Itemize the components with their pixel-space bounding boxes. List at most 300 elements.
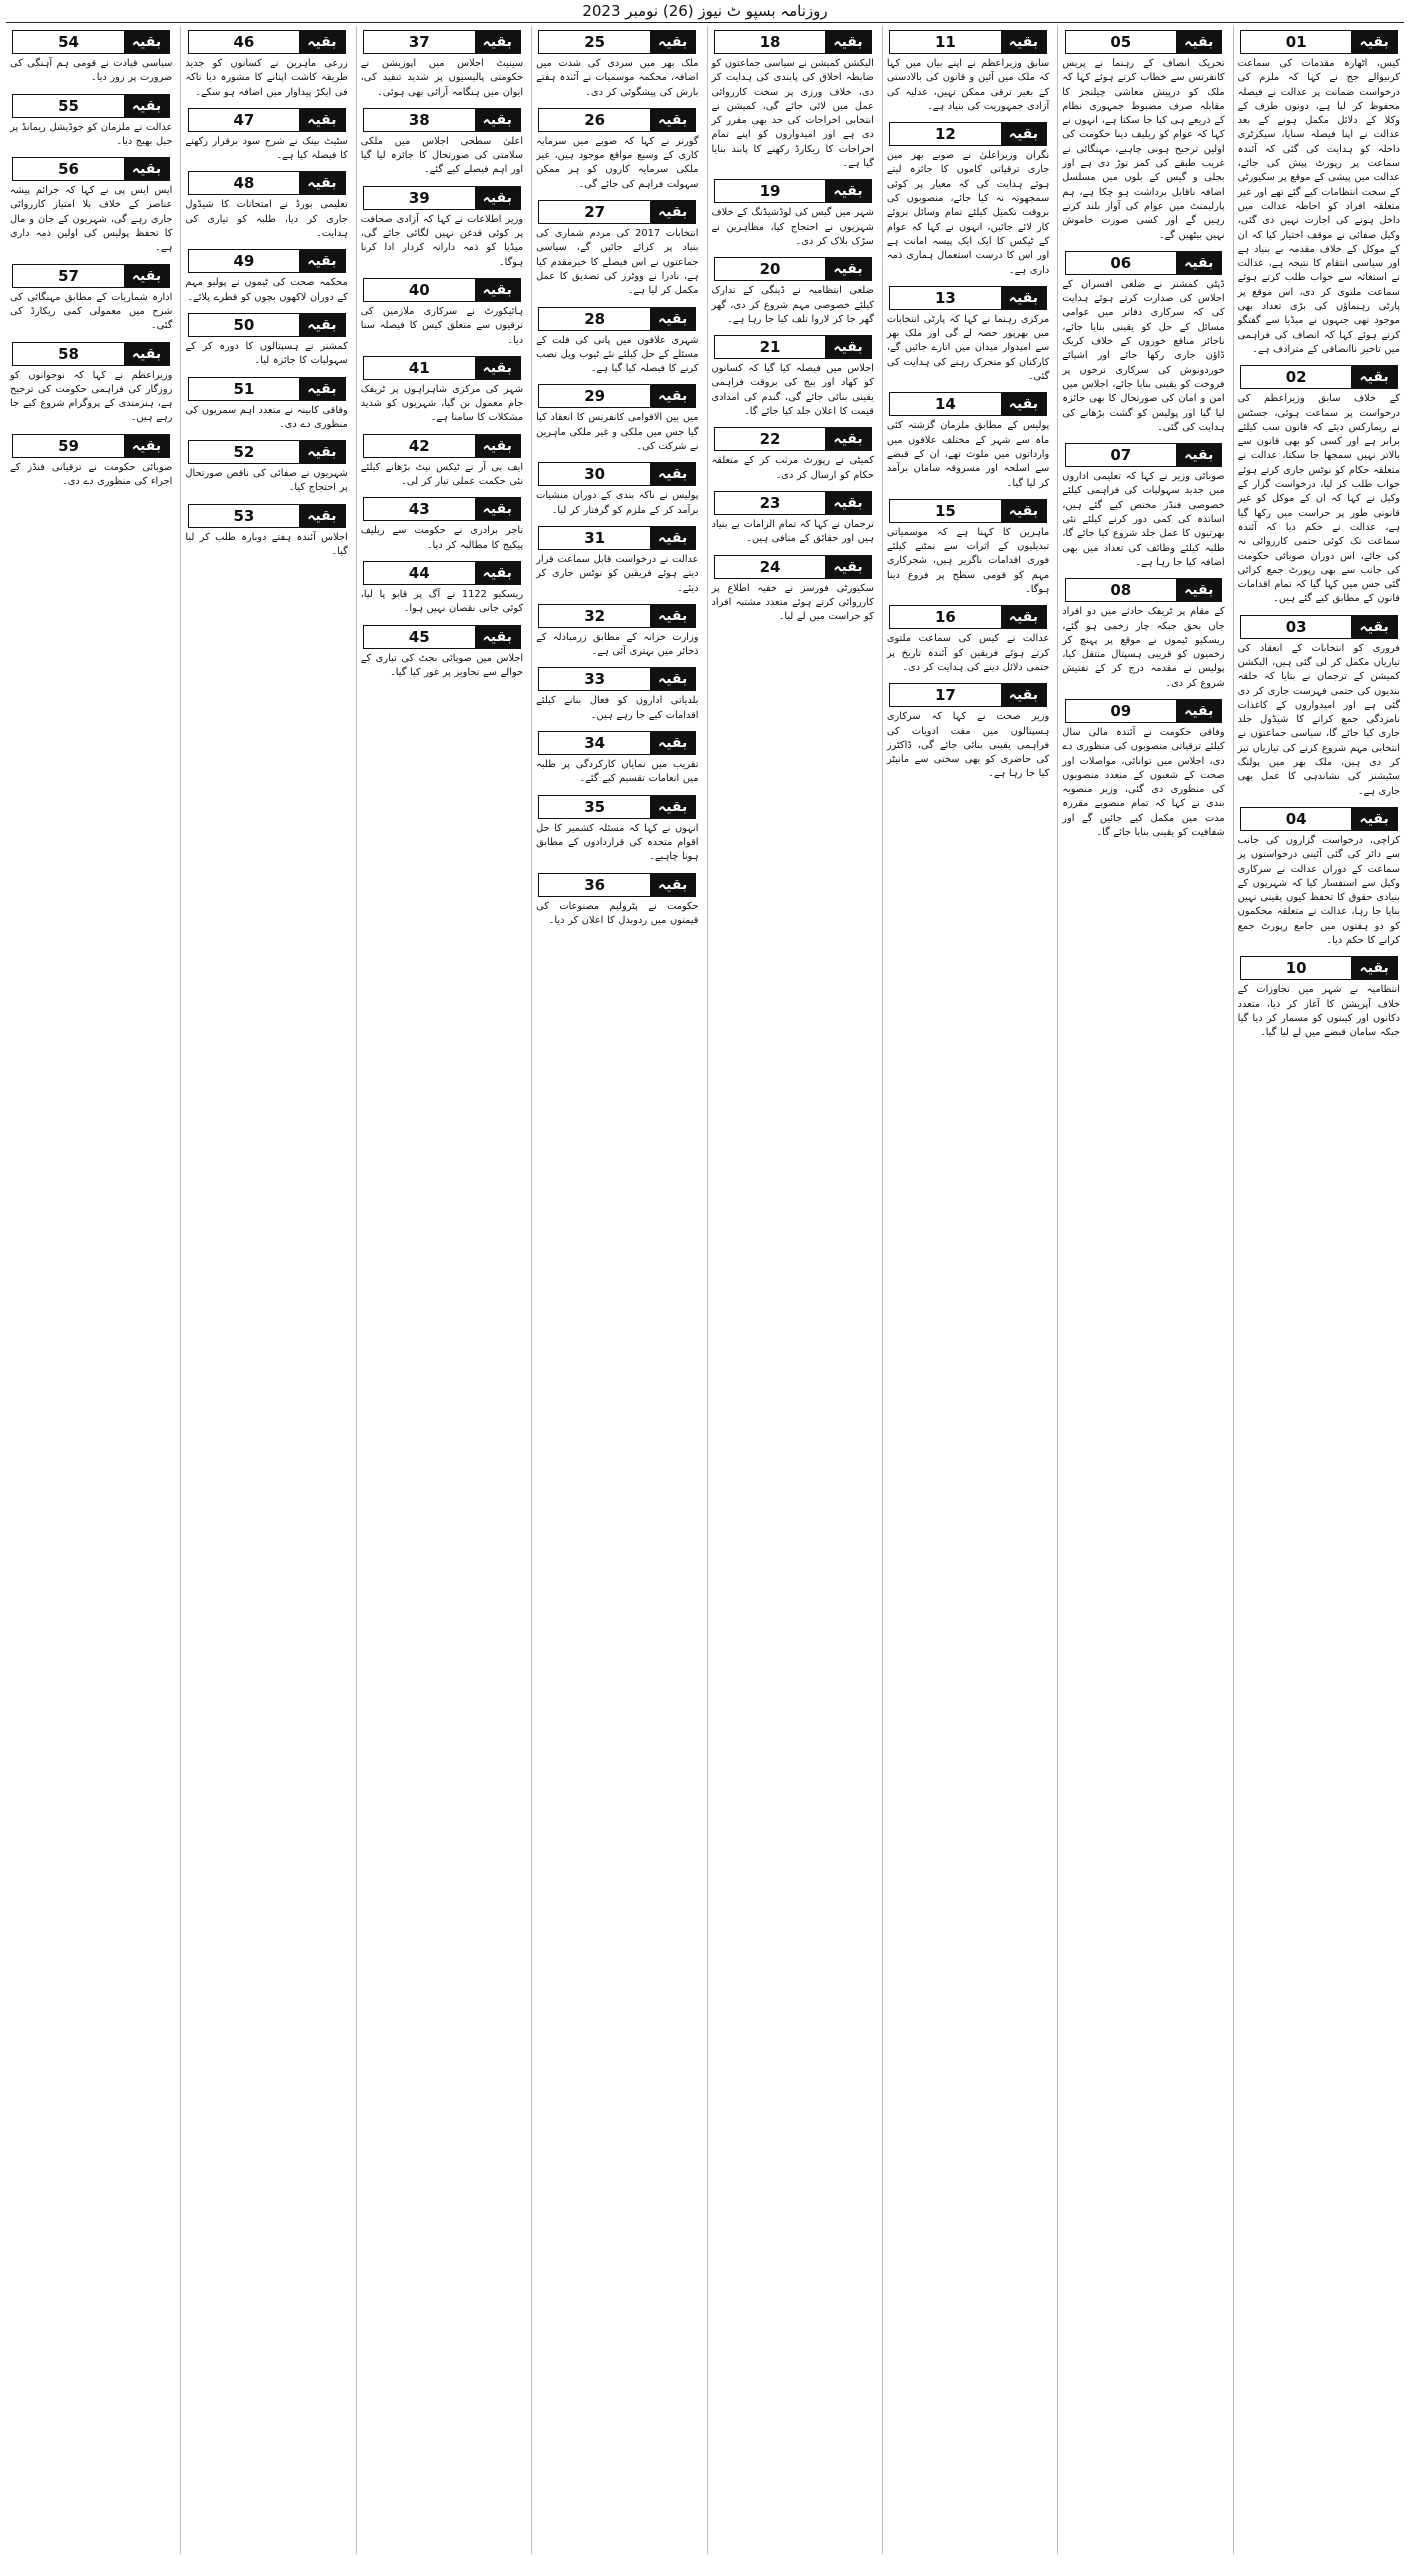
- continuation-text: عدالت نے کیس کی سماعت ملتوی کرتے ہوئے فریقین کو آئندہ تاریخ پر حتمی دلائل دینے کی ہدایت کر دی۔: [886, 633, 1050, 673]
- continuation-text: زرعی ماہرین نے کسانوں کو جدید طریقہ کاشت اپنانے کا مشورہ دیا تاکہ فی ایکڑ پیداوار میں اضافہ ہو سکے۔: [185, 58, 348, 98]
- continuation-block: [536, 795, 698, 865]
- continuation-tag: بقیہ: [1351, 808, 1396, 830]
- continuation-number: 19: [715, 180, 826, 202]
- continuation-tag: بقیہ: [1001, 123, 1046, 145]
- continuation-number: 01: [1241, 31, 1352, 53]
- continuation-number: 47: [189, 109, 300, 131]
- column-grid: [6, 26, 1404, 2554]
- continuation-tag: بقیہ: [825, 428, 870, 450]
- continuation-text: کراچی، درخواست گزاروں کی جانب سے دائر کی گئی آئینی درخواستوں پر سماعت کے دوران عدالت نے سرکاری وکیل سے استفسار کیا کہ شہریوں کے بنیادی حقوق کا تحفظ کیوں یقینی نہیں بنایا جا رہا، عدالت نے متعلقہ محکموں کو دو ہفتوں میں جامع رپورٹ جمع کرانے کا حکم دیا۔: [1237, 834, 1400, 947]
- continuation-label: [889, 499, 1047, 523]
- continuation-number: 44: [364, 562, 475, 584]
- continuation-tag: بقیہ: [1351, 366, 1396, 388]
- continuation-tag: بقیہ: [650, 201, 695, 223]
- continuation-text: الیکشن کمیشن نے سیاسی جماعتوں کو ضابطہ اخلاق کی پابندی کی ہدایت کر دی، خلاف ورزی پر سخت کارروائی عمل میں لائی جائے گی، کمیشن نے انتخابی اخراجات کی حد بھی مقرر کر دی ہے اور امیدواروں کو اپنے تمام اخراجات کا ریکارڈ رکھنے کا پابند بنایا گیا ہے۔: [711, 58, 874, 170]
- continuation-number: 27: [539, 201, 650, 223]
- continuation-text: ترجمان نے کہا کہ تمام الزامات بے بنیاد ہیں اور حقائق کے منافی ہیں۔: [711, 518, 874, 545]
- continuation-block: [10, 30, 172, 86]
- continuation-label: [538, 526, 696, 550]
- continuation-tag: بقیہ: [124, 343, 169, 365]
- continuation-text: صوبائی حکومت نے ترقیاتی فنڈز کے اجراء کی منظوری دے دی۔: [10, 461, 173, 488]
- continuation-tag: بقیہ: [1001, 287, 1046, 309]
- continuation-label: [1065, 30, 1223, 54]
- continuation-tag: بقیہ: [650, 527, 695, 549]
- continuation-number: 18: [715, 31, 826, 53]
- continuation-text: پولیس کے مطابق ملزمان گزشتہ کئی ماہ سے شہر کے مختلف علاقوں میں وارداتوں میں ملوث تھے، ان کے قبضے سے اسلحہ اور مسروقہ سامان برآمد کر لیا گیا۔: [886, 420, 1050, 489]
- continuation-number: 28: [539, 308, 650, 330]
- continuation-text: پولیس نے ناکہ بندی کے دوران منشیات برآمد کر کے ملزم کو گرفتار کر لیا۔: [536, 490, 699, 516]
- continuation-tag: بقیہ: [1351, 616, 1396, 638]
- continuation-block: [536, 200, 698, 298]
- continuation-text: شہریوں نے صفائی کی ناقص صورتحال پر احتجاج کیا۔: [185, 468, 348, 494]
- masthead-rule: [6, 22, 1404, 23]
- continuation-label: [188, 30, 346, 54]
- continuation-tag: بقیہ: [650, 31, 695, 53]
- continuation-block: [536, 731, 698, 787]
- continuation-text: اجلاس میں صوبائی بجٹ کی تیاری کے حوالے سے تجاویز پر غور کیا گیا۔: [360, 652, 524, 678]
- continuation-number: 38: [364, 109, 475, 131]
- continuation-block: [712, 335, 874, 419]
- continuation-number: 24: [715, 556, 826, 578]
- continuation-number: 39: [364, 187, 475, 209]
- continuation-text: تاجر برادری نے حکومت سے ریلیف پیکیج کا مطالبہ کر دیا۔: [360, 525, 524, 551]
- continuation-text: عدالت نے ملزمان کو جوڈیشل ریمانڈ پر جیل بھیج دیا۔: [10, 121, 173, 147]
- continuation-block: [536, 307, 698, 377]
- continuation-text: ایف بی آر نے ٹیکس نیٹ بڑھانے کیلئے نئی حکمت عملی تیار کر لی۔: [360, 461, 524, 488]
- continuation-tag: بقیہ: [825, 336, 870, 358]
- continuation-label: [538, 873, 696, 897]
- continuation-number: 45: [364, 626, 475, 648]
- continuation-number: 09: [1066, 700, 1177, 722]
- continuation-number: 57: [13, 265, 124, 287]
- continuation-text: ایس ایس پی نے کہا کہ جرائم پیشہ عناصر کے خلاف بلا امتیاز کارروائی جاری رہے گی، شہریوں کے جان و مال کا تحفظ پولیس کی اولین ذمہ داری ہے۔: [10, 185, 173, 254]
- continuation-text: حکومت نے پٹرولیم مصنوعات کی قیمتوں میں ردوبدل کا اعلان کر دیا۔: [536, 900, 699, 926]
- continuation-number: 31: [539, 527, 650, 549]
- continuation-tag: بقیہ: [475, 109, 520, 131]
- continuation-label: [538, 731, 696, 755]
- continuation-label: [188, 171, 346, 195]
- continuation-number: 05: [1066, 31, 1177, 53]
- continuation-number: 21: [715, 336, 826, 358]
- continuation-tag: بقیہ: [650, 874, 695, 896]
- continuation-tag: بقیہ: [650, 605, 695, 627]
- continuation-text: شہری علاقوں میں پانی کی قلت کے مسئلے کے حل کیلئے نئے ٹیوب ویل نصب کرنے کا فیصلہ کیا گیا ہے۔: [536, 334, 699, 375]
- continuation-number: 37: [364, 31, 475, 53]
- masthead-dateline: روزنامہ بسپو ٹ نیوز (26) نومبر 2023: [582, 2, 828, 20]
- continuation-number: 06: [1066, 252, 1177, 274]
- continuation-tag: بقیہ: [299, 314, 344, 336]
- continuation-block: [887, 392, 1049, 490]
- continuation-text: مرکزی رہنما نے کہا کہ پارٹی انتخابات میں بھرپور حصہ لے گی اور ملک بھر سے امیدوار میدان میں اتارے جائیں گے، کارکنان کو متحرک رہنے کی ہدایت کی گئی۔: [886, 313, 1050, 383]
- continuation-tag: بقیہ: [1001, 31, 1046, 53]
- continuation-text: کمشنر نے ہسپتالوں کا دورہ کر کے سہولیات کا جائزہ لیا۔: [185, 340, 348, 367]
- continuation-number: 42: [364, 435, 475, 457]
- continuation-tag: بقیہ: [124, 95, 169, 117]
- continuation-text: انہوں نے کہا کہ مسئلہ کشمیر کا حل اقوام متحدہ کی قراردادوں کے مطابق ہونا چاہیے۔: [536, 822, 699, 863]
- continuation-block: [361, 278, 523, 348]
- continuation-text: انتظامیہ نے شہر میں تجاوزات کے خلاف آپریشن کا آغاز کر دیا، متعدد دکانوں اور کیبنوں کو مسمار کر دیا گیا جبکہ سامان قبضے میں لے لیا گیا۔: [1237, 984, 1400, 1039]
- continuation-label: [1240, 30, 1398, 54]
- continuation-tag: بقیہ: [299, 31, 344, 53]
- continuation-tag: بقیہ: [650, 732, 695, 754]
- continuation-block: [1062, 30, 1224, 243]
- continuation-block: [887, 286, 1049, 384]
- continuation-number: 32: [539, 605, 650, 627]
- column-2: [1057, 26, 1228, 2554]
- continuation-text: وزیر اطلاعات نے کہا کہ آزادی صحافت پر کوئی قدغن نہیں لگائی جائے گی، میڈیا کو ذمہ دارانہ کردار ادا کرنا ہوگا۔: [360, 213, 524, 268]
- continuation-block: [361, 561, 523, 617]
- continuation-block: [1062, 251, 1224, 435]
- continuation-number: 33: [539, 668, 650, 690]
- continuation-block: [712, 257, 874, 327]
- continuation-text: سٹیٹ بینک نے شرح سود برقرار رکھنے کا فیصلہ کیا ہے۔: [185, 135, 348, 162]
- continuation-block: [712, 179, 874, 249]
- continuation-label: [714, 427, 872, 451]
- continuation-number: 10: [1241, 957, 1352, 979]
- continuation-block: [887, 499, 1049, 597]
- continuation-text: گورنر نے کہا کہ صوبے میں سرمایہ کاری کے وسیع مواقع موجود ہیں، غیر ملکی سرمایہ کاروں کو ہر ممکن سہولت فراہم کی جائے گی۔: [536, 135, 699, 190]
- continuation-label: [538, 462, 696, 486]
- continuation-label: [363, 497, 521, 521]
- continuation-tag: بقیہ: [299, 250, 344, 272]
- column-8: [6, 26, 176, 2554]
- continuation-block: [1238, 365, 1400, 606]
- continuation-tag: بقیہ: [299, 172, 344, 194]
- continuation-label: [188, 249, 346, 273]
- continuation-number: 55: [13, 95, 124, 117]
- continuation-tag: بقیہ: [475, 357, 520, 379]
- continuation-label: [714, 257, 872, 281]
- continuation-text: میں بین الاقوامی کانفرنس کا انعقاد کیا گیا جس میں ملکی و غیر ملکی ماہرین نے شرکت کی۔: [536, 412, 699, 453]
- continuation-text: وفاقی حکومت نے آئندہ مالی سال کیلئے ترقیاتی منصوبوں کی منظوری دے دی، اجلاس میں توانائی، مواصلات اور صحت کے شعبوں کے متعدد منصوبوں کی منظوری دی گئی، وزیر منصوبہ بندی نے کہا کہ تمام منصوبے مقررہ مدت میں مکمل کیے جائیں گے اور شفافیت کو یقینی بنایا جائے گا۔: [1062, 726, 1225, 839]
- continuation-tag: بقیہ: [124, 435, 169, 457]
- continuation-block: [361, 108, 523, 178]
- continuation-number: 14: [890, 393, 1001, 415]
- continuation-text: ضلعی انتظامیہ نے ڈینگی کے تدارک کیلئے خصوصی مہم شروع کر دی، گھر گھر جا کر لاروا تلف کیا جا رہا ہے۔: [711, 285, 874, 325]
- continuation-block: [1062, 699, 1224, 840]
- continuation-block: [361, 497, 523, 553]
- continuation-block: [712, 555, 874, 625]
- continuation-number: 15: [890, 500, 1001, 522]
- continuation-number: 26: [539, 109, 650, 131]
- continuation-block: [1238, 807, 1400, 948]
- continuation-text: ڈپٹی کمشنر نے ضلعی افسران کے اجلاس کی صدارت کرتے ہوئے ہدایت کی کہ سرکاری دفاتر میں عوامی مسائل کے حل کو یقینی بنایا جائے، ناجائز منافع خوروں کے خلاف کریک ڈاؤن جاری رکھا جائے اور اشیائے خوردونوش کی سرکاری نرخوں پر فروخت کو یقینی بنایا جائے، اجلاس میں امن و امان کی صورتحال کا بھی جائزہ لیا گیا اور پولیس کو گشت بڑھانے کی ہدایت کی گئی۔: [1062, 278, 1225, 433]
- continuation-label: [889, 30, 1047, 54]
- continuation-block: [536, 667, 698, 723]
- continuation-tag: بقیہ: [1176, 444, 1221, 466]
- continuation-number: 52: [189, 441, 300, 463]
- continuation-text: ادارہ شماریات کے مطابق مہنگائی کی شرح میں معمولی کمی ریکارڈ کی گئی۔: [10, 291, 173, 332]
- continuation-label: [538, 307, 696, 331]
- continuation-block: [887, 30, 1049, 114]
- continuation-text: شہر کی مرکزی شاہراہوں پر ٹریفک جام معمول بن گیا، شہریوں کو شدید مشکلات کا سامنا ہے۔: [360, 383, 524, 424]
- continuation-block: [185, 30, 347, 100]
- continuation-label: [12, 342, 170, 366]
- continuation-label: [714, 555, 872, 579]
- continuation-label: [12, 94, 170, 118]
- continuation-text: ملک بھر میں سردی کی شدت میں اضافہ، محکمہ موسمیات نے آئندہ ہفتے بارش کی پیشگوئی کر دی۔: [536, 58, 699, 98]
- continuation-block: [1062, 443, 1224, 570]
- continuation-number: 58: [13, 343, 124, 365]
- continuation-number: 17: [890, 684, 1001, 706]
- continuation-number: 13: [890, 287, 1001, 309]
- continuation-number: 02: [1241, 366, 1352, 388]
- continuation-block: [712, 491, 874, 547]
- continuation-label: [1065, 443, 1223, 467]
- continuation-block: [361, 434, 523, 490]
- continuation-block: [185, 440, 347, 496]
- continuation-block: [536, 526, 698, 596]
- continuation-label: [538, 667, 696, 691]
- continuation-label: [538, 604, 696, 628]
- continuation-text: وزیر صحت نے کہا کہ سرکاری ہسپتالوں میں مفت ادویات کی فراہمی یقینی بنائی جائے گی، ڈاکٹرز کی حاضری کو بھی سختی سے مانیٹر کیا جا رہا ہے۔: [886, 711, 1050, 780]
- continuation-text: بلدیاتی اداروں کو فعال بنانے کیلئے اقدامات کیے جا رہے ہیں۔: [536, 695, 699, 721]
- continuation-tag: بقیہ: [1176, 579, 1221, 601]
- continuation-tag: بقیہ: [299, 441, 344, 463]
- continuation-block: [887, 605, 1049, 675]
- continuation-number: 23: [715, 492, 826, 514]
- continuation-number: 41: [364, 357, 475, 379]
- continuation-label: [363, 186, 521, 210]
- continuation-tag: بقیہ: [650, 109, 695, 131]
- continuation-tag: بقیہ: [124, 265, 169, 287]
- continuation-number: 50: [189, 314, 300, 336]
- continuation-tag: بقیہ: [650, 668, 695, 690]
- continuation-label: [1240, 807, 1398, 831]
- continuation-number: 16: [890, 606, 1001, 628]
- continuation-tag: بقیہ: [650, 308, 695, 330]
- column-6: [356, 26, 527, 2554]
- continuation-block: [1062, 578, 1224, 691]
- continuation-number: 40: [364, 279, 475, 301]
- continuation-tag: بقیہ: [1351, 31, 1396, 53]
- continuation-label: [363, 356, 521, 380]
- column-4: [707, 26, 878, 2554]
- continuation-number: 22: [715, 428, 826, 450]
- continuation-tag: بقیہ: [825, 31, 870, 53]
- continuation-tag: بقیہ: [1001, 606, 1046, 628]
- continuation-tag: بقیہ: [475, 435, 520, 457]
- continuation-label: [538, 30, 696, 54]
- continuation-label: [12, 157, 170, 181]
- continuation-label: [363, 434, 521, 458]
- continuation-text: ہائیکورٹ نے سرکاری ملازمین کی ترقیوں سے متعلق کیس کا فیصلہ سنا دیا۔: [360, 305, 524, 346]
- continuation-label: [714, 179, 872, 203]
- continuation-block: [10, 157, 172, 255]
- continuation-number: 30: [539, 463, 650, 485]
- column-5: [531, 26, 702, 2554]
- continuation-block: [10, 94, 172, 150]
- continuation-block: [536, 873, 698, 929]
- continuation-tag: بقیہ: [475, 498, 520, 520]
- continuation-block: [536, 30, 698, 100]
- continuation-block: [887, 122, 1049, 278]
- continuation-label: [538, 795, 696, 819]
- continuation-tag: بقیہ: [650, 796, 695, 818]
- continuation-label: [363, 108, 521, 132]
- continuation-label: [1240, 956, 1398, 980]
- continuation-tag: بقیہ: [299, 505, 344, 527]
- continuation-label: [538, 384, 696, 408]
- continuation-number: 56: [13, 158, 124, 180]
- continuation-block: [1238, 956, 1400, 1040]
- continuation-tag: بقیہ: [650, 385, 695, 407]
- continuation-label: [12, 264, 170, 288]
- continuation-number: 43: [364, 498, 475, 520]
- continuation-block: [536, 108, 698, 192]
- continuation-number: 48: [189, 172, 300, 194]
- continuation-label: [363, 561, 521, 585]
- continuation-text: سابق وزیراعظم نے اپنے بیان میں کہا کہ ملک میں آئین و قانون کی بالادستی کے بغیر ترقی ممکن نہیں، عدلیہ کی آزادی جمہوریت کی بنیاد ہے۔: [886, 58, 1050, 112]
- continuation-number: 36: [539, 874, 650, 896]
- continuation-block: [185, 377, 347, 433]
- continuation-number: 12: [890, 123, 1001, 145]
- continuation-text: اجلاس آئندہ ہفتے دوبارہ طلب کر لیا گیا۔: [185, 531, 348, 558]
- continuation-block: [536, 604, 698, 660]
- continuation-label: [1240, 615, 1398, 639]
- continuation-text: عدالت نے درخواست قابل سماعت قرار دیتے ہوئے فریقین کو نوٹس جاری کر دیئے۔: [536, 553, 699, 594]
- continuation-tag: بقیہ: [475, 562, 520, 584]
- continuation-block: [887, 683, 1049, 781]
- continuation-number: 35: [539, 796, 650, 818]
- continuation-block: [185, 313, 347, 369]
- column-3: [882, 26, 1053, 2554]
- continuation-block: [361, 625, 523, 681]
- continuation-number: 03: [1241, 616, 1352, 638]
- continuation-tag: بقیہ: [475, 279, 520, 301]
- continuation-text: سیاسی قیادت نے قومی ہم آہنگی کی ضرورت پر زور دیا۔: [10, 58, 173, 84]
- continuation-tag: بقیہ: [650, 463, 695, 485]
- continuation-number: 59: [13, 435, 124, 457]
- continuation-block: [361, 356, 523, 426]
- column-7: [180, 26, 351, 2554]
- continuation-tag: بقیہ: [299, 109, 344, 131]
- continuation-tag: بقیہ: [299, 378, 344, 400]
- continuation-label: [12, 30, 170, 54]
- continuation-label: [714, 335, 872, 359]
- continuation-text: تحریک انصاف کے رہنما نے پریس کانفرنس سے خطاب کرتے ہوئے کہا کہ ملک کو درپیش معاشی چیلنجز کا مقابلہ صرف مضبوط جمہوری نظام کے ذریعے ہی کیا جا سکتا ہے، انہوں نے کہا کہ عوام کو ریلیف دینا حکومت کی اولین ترجیح ہونی چاہیے، مہنگائی نے غریب طبقے کی کمر توڑ دی ہے اور بجلی و گیس کے بلوں میں مسلسل اضافہ ناقابل برداشت ہو چکا ہے، ہم پارلیمنٹ میں عوام کی آواز بلند کرتے رہیں گے اور کسی صورت خاموش نہیں بیٹھیں گے۔: [1062, 58, 1225, 241]
- continuation-block: [185, 504, 347, 560]
- continuation-text: اجلاس میں فیصلہ کیا گیا کہ کسانوں کو کھاد اور بیج کی بروقت فراہمی یقینی بنائی جائے گی، گندم کی امدادی قیمت کا اعلان جلد کیا جائے گا۔: [711, 363, 874, 418]
- continuation-tag: بقیہ: [825, 258, 870, 280]
- continuation-label: [889, 286, 1047, 310]
- continuation-tag: بقیہ: [475, 626, 520, 648]
- continuation-label: [363, 278, 521, 302]
- continuation-tag: بقیہ: [124, 158, 169, 180]
- continuation-label: [1065, 578, 1223, 602]
- continuation-block: [1238, 30, 1400, 357]
- continuation-label: [1065, 699, 1223, 723]
- continuation-block: [185, 171, 347, 241]
- continuation-label: [363, 30, 521, 54]
- continuation-label: [714, 491, 872, 515]
- continuation-tag: بقیہ: [825, 180, 870, 202]
- continuation-tag: بقیہ: [475, 187, 520, 209]
- continuation-text: سینیٹ اجلاس میں اپوزیشن نے حکومتی پالیسیوں پر شدید تنقید کی، ایوان میں ہنگامہ آرائی بھی ہوئی۔: [360, 58, 524, 98]
- continuation-label: [714, 30, 872, 54]
- continuation-text: کمیٹی نے رپورٹ مرتب کر کے متعلقہ حکام کو ارسال کر دی۔: [711, 455, 874, 481]
- continuation-label: [1240, 365, 1398, 389]
- continuation-number: 51: [189, 378, 300, 400]
- continuation-text: تعلیمی بورڈ نے امتحانات کا شیڈول جاری کر دیا، طلبہ کو تیاری کی ہدایت۔: [185, 199, 348, 240]
- continuation-block: [1238, 615, 1400, 799]
- continuation-label: [188, 313, 346, 337]
- continuation-label: [889, 683, 1047, 707]
- continuation-block: [10, 434, 172, 490]
- continuation-text: ریسکیو 1122 نے آگ پر قابو پا لیا، کوئی جانی نقصان نہیں ہوا۔: [360, 588, 524, 615]
- continuation-block: [10, 264, 172, 334]
- continuation-text: وزارت خزانہ کے مطابق زرمبادلہ کے ذخائر میں بہتری آئی ہے۔: [536, 631, 699, 658]
- continuation-label: [889, 392, 1047, 416]
- continuation-text: کے خلاف سابق وزیراعظم کی درخواست پر سماعت ہوئی، جسٹس نے ریمارکس دیئے کہ قانون سب کیلئے برابر ہے اور کسی کو بھی قانون سے بالاتر نہیں سمجھا جا سکتا، عدالت نے متعلقہ حکام کو نوٹس جاری کرتے ہوئے جواب طلب کر لیا، درخواست گزار کے وکیل نے کہا کہ ان کے موکل کو غیر قانونی طور پر حراست میں رکھا گیا ہے، عدالت نے حکم دیا کہ آئندہ سماعت تک کوئی حتمی کارروائی نہ کی جائے، اس دوران صوبائی حکومت کی جانب سے بھی رپورٹ جمع کرائی گئی جس میں کہا گیا کہ تمام اقدامات قانون کے مطابق کیے گئے ہیں۔: [1237, 393, 1400, 605]
- continuation-number: 08: [1066, 579, 1177, 601]
- continuation-label: [12, 434, 170, 458]
- continuation-number: 34: [539, 732, 650, 754]
- continuation-tag: بقیہ: [1176, 31, 1221, 53]
- continuation-number: 46: [189, 31, 300, 53]
- continuation-label: [538, 200, 696, 224]
- continuation-block: [712, 427, 874, 483]
- continuation-number: 53: [189, 505, 300, 527]
- continuation-block: [712, 30, 874, 171]
- continuation-number: 49: [189, 250, 300, 272]
- continuation-number: 11: [890, 31, 1001, 53]
- continuation-text: ماہرین کا کہنا ہے کہ موسمیاتی تبدیلیوں کے اثرات سے نمٹنے کیلئے فوری اقدامات ناگزیر ہیں، شجرکاری مہم کو قومی سطح پر فروغ دینا ہوگا۔: [886, 526, 1050, 596]
- continuation-label: [188, 440, 346, 464]
- continuation-text: وفاقی کابینہ نے متعدد اہم سمریوں کی منظوری دے دی۔: [185, 404, 348, 430]
- continuation-label: [889, 605, 1047, 629]
- continuation-number: 29: [539, 385, 650, 407]
- continuation-tag: بقیہ: [1001, 500, 1046, 522]
- continuation-text: فروری کو انتخابات کے انعقاد کی تیاریاں مکمل کر لی گئی ہیں، الیکشن کمیشن کے ترجمان نے بتایا کہ حلقہ بندیوں کی حتمی فہرست جاری کر دی گئی ہے اور امیدواروں کے کاغذات نامزدگی جمع کرانے کا شیڈول جلد جاری کیا جائے گا، سیاسی جماعتوں نے انتخابی مہم شروع کرنے کی تیاریاں تیز کر دی ہیں، ملک بھر میں پولنگ سٹیشنز کی نشاندہی کا عمل بھی جاری ہے۔: [1237, 642, 1400, 797]
- continuation-tag: بقیہ: [1176, 252, 1221, 274]
- continuation-label: [188, 108, 346, 132]
- continuation-number: 04: [1241, 808, 1352, 830]
- continuation-block: [185, 108, 347, 164]
- continuation-tag: بقیہ: [1351, 957, 1396, 979]
- continuation-tag: بقیہ: [825, 492, 870, 514]
- continuation-text: کیس، اٹھارہ مقدمات کی سماعت کرنیوالے جج نے کہا کہ ملزم کی درخواست ضمانت پر عدالت نے فیصلہ محفوظ کر لیا ہے، دونوں طرف کے وکلا کے دلائل مکمل ہونے کے بعد عدالت نے اپنا فیصلہ سنایا، سیکرٹری داخلہ کو ہدایت کی گئی کہ آئندہ سماعت پر رپورٹ پیش کی جائے، عدالت میں پیشی کے موقع پر سکیورٹی کے سخت انتظامات کیے گئے تھے اور غیر متعلقہ افراد کو احاطہ عدالت میں داخل ہونے کی اجازت نہیں دی گئی، وکیل صفائی نے موقف اختیار کیا کہ ان کے موکل کے خلاف مقدمہ بے بنیاد ہے اور سیاسی انتقام کا نتیجہ ہے، عدالت نے استغاثہ سے جواب طلب کرتے ہوئے سماعت ملتوی کر دی، اس موقع پر پارٹی رہنماؤں کی بڑی تعداد بھی موجود تھی جنہوں نے میڈیا سے گفتگو کرتے ہوئے کہا کہ انصاف کی فراہمی میں تاخیر ناانصافی کے مترادف ہے۔: [1237, 58, 1400, 355]
- continuation-text: تقریب میں نمایاں کارکردگی پر طلبہ میں انعامات تقسیم کیے گئے۔: [536, 759, 699, 785]
- continuation-label: [538, 108, 696, 132]
- continuation-label: [363, 625, 521, 649]
- continuation-text: وزیراعظم نے کہا کہ نوجوانوں کو روزگار کی فراہمی حکومت کی ترجیح ہے، ہنرمندی کے پروگرام شروع کیے جا رہے ہیں۔: [10, 369, 173, 424]
- continuation-number: 25: [539, 31, 650, 53]
- continuation-text: صوبائی وزیر نے کہا کہ تعلیمی اداروں میں جدید سہولیات کی فراہمی کیلئے خصوصی فنڈز مختص کیے گئے ہیں، اساتذہ کی کمی دور کرنے کیلئے نئی بھرتیوں کا عمل جلد شروع کیا جائے گا، طلبہ کیلئے وظائف کی تعداد میں بھی اضافہ کیا جا رہا ہے۔: [1062, 471, 1225, 568]
- continuation-tag: بقیہ: [475, 31, 520, 53]
- continuation-text: اعلیٰ سطحی اجلاس میں ملکی سلامتی کی صورتحال کا جائزہ لیا گیا اور اہم فیصلے کیے گئے۔: [360, 135, 524, 176]
- continuation-label: [188, 377, 346, 401]
- continuation-tag: بقیہ: [1176, 700, 1221, 722]
- continuation-text: نگران وزیراعلیٰ نے صوبے بھر میں جاری ترقیاتی کاموں کا جائزہ لیتے ہوئے ہدایت کی کہ معیار پر کوئی سمجھوتہ نہ کیا جائے، منصوبوں کی بروقت تکمیل کیلئے تمام وسائل بروئے کار لائے جائیں، انہوں نے کہا کہ عوام کے ٹیکس کا ایک ایک پیسہ امانت ہے اور اس کا درست استعمال ہماری ذمہ داری ہے۔: [886, 150, 1050, 276]
- continuation-tag: بقیہ: [1001, 393, 1046, 415]
- continuation-block: [536, 462, 698, 518]
- continuation-label: [188, 504, 346, 528]
- continuation-text: کے مقام پر ٹریفک حادثے میں دو افراد جاں بحق جبکہ چار زخمی ہو گئے، ریسکیو ٹیموں نے موقع پر پہنچ کر زخمیوں کو قریبی ہسپتال منتقل کیا، پولیس نے مقدمہ درج کر کے تفتیش شروع کر دی۔: [1062, 606, 1225, 689]
- continuation-block: [10, 342, 172, 426]
- column-1: [1233, 26, 1404, 2554]
- continuation-tag: بقیہ: [124, 31, 169, 53]
- continuation-number: 54: [13, 31, 124, 53]
- continuation-number: 20: [715, 258, 826, 280]
- continuation-block: [536, 384, 698, 454]
- continuation-tag: بقیہ: [825, 556, 870, 578]
- continuation-number: 07: [1066, 444, 1177, 466]
- continuation-text: محکمہ صحت کی ٹیموں نے پولیو مہم کے دوران لاکھوں بچوں کو قطرے پلائے۔: [185, 277, 348, 303]
- continuation-text: شہر میں گیس کی لوڈشیڈنگ کے خلاف شہریوں نے احتجاج کیا، مظاہرین نے سڑک بلاک کر دی۔: [711, 207, 874, 247]
- continuation-label: [1065, 251, 1223, 275]
- continuation-block: [185, 249, 347, 305]
